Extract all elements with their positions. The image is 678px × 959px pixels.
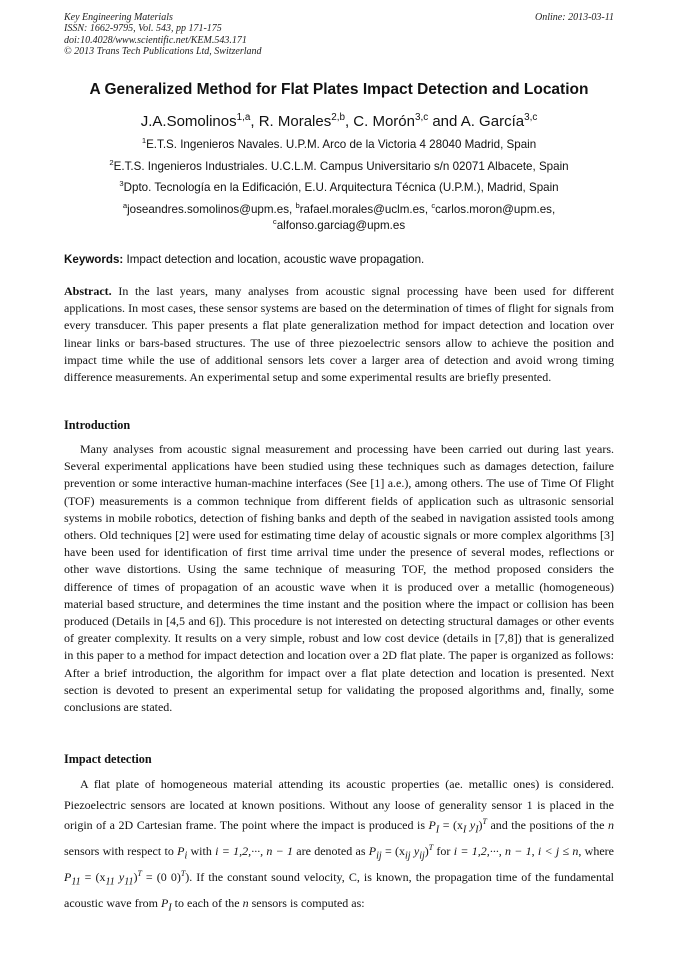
math-sub: 11 <box>124 876 134 888</box>
math-sub: 11 <box>105 876 115 888</box>
math-part: ) <box>478 818 483 833</box>
math-sup: T <box>137 869 142 879</box>
math-sub: I <box>435 824 440 836</box>
author-name: R. Morales <box>258 113 332 130</box>
abstract-label: Abstract. <box>64 284 112 298</box>
body-text: sensors is computed as: <box>248 896 365 911</box>
math-index-range: i = 1,2,···, n − 1 <box>453 844 532 859</box>
email-address: joseandres.somolinos@upm.es, <box>127 203 296 216</box>
math-part: ) <box>424 844 429 859</box>
author-affil-mark: 3,c <box>414 112 429 123</box>
math-pi <box>428 817 487 836</box>
author-name: J.A.Somolinos <box>140 113 237 130</box>
math-n: n <box>608 818 615 833</box>
body-text: with <box>187 844 216 859</box>
body-text: to each of the <box>171 896 243 911</box>
math-symbol: P <box>160 896 169 911</box>
impact-detection-body <box>64 774 614 919</box>
email-mark: c <box>272 217 277 227</box>
body-text: , where <box>578 844 614 859</box>
math-symbol: P <box>428 818 436 833</box>
math-part: = (0 0) <box>141 870 181 885</box>
author-name: A. García <box>460 113 525 130</box>
impact-detection-heading: Impact detection <box>64 752 152 766</box>
abstract <box>64 283 614 386</box>
body-text: and the positions of the <box>486 818 609 833</box>
math-symbol: P <box>368 844 377 859</box>
keywords-label: Keywords: <box>64 253 124 266</box>
email-address: carlos.moron@upm.es, <box>435 203 556 216</box>
author-list <box>0 113 678 130</box>
math-symbol: P <box>64 870 72 885</box>
affil-text: Dpto. Tecnología en la Edificación, E.U. Arquitectura Técnica (U.P.M.), Madrid, Spain <box>123 181 559 194</box>
math-part: y <box>410 844 420 859</box>
math-symbol: P <box>177 844 185 859</box>
affiliation-2 <box>0 160 678 173</box>
copyright-line: © 2013 Trans Tech Publications Ltd, Switzerland <box>64 46 262 58</box>
email-line-2 <box>0 219 678 232</box>
math-part: y <box>114 870 125 885</box>
math-p11 <box>64 869 186 888</box>
math-sub: ij <box>405 850 411 862</box>
author-name: C. Morón <box>353 113 415 130</box>
doi-line: doi:10.4028/www.scientific.net/KEM.543.171 <box>64 34 247 46</box>
abstract-text: In the last years, many analyses from acoustic signal processing have been used for different applications. In most cases, these sensor systems are based on the determination of times of flight for signals from every transducer. This paper presents a flat plate generalization method for impact detection and location over linear links or bars-based structures. The use of three piezoelectric sensors allow to achieve the position and impact time while the use of additional sensors lets cover a larger area of detection and avoid wrong timing difference measurements. An experimental setup and some experimental results are briefly presented. <box>64 284 614 385</box>
body-text: are denoted as <box>293 844 369 859</box>
affil-mark: 1 <box>141 136 147 146</box>
author-separator: and <box>428 113 461 130</box>
math-sub: ij <box>376 850 382 862</box>
email-mark: a <box>122 201 128 211</box>
math-part: y <box>466 818 476 833</box>
author-affil-mark: 1,a <box>236 112 251 123</box>
math-part: = (x <box>80 870 106 885</box>
math-sub: I <box>475 824 479 836</box>
math-sub: ij <box>419 850 425 862</box>
math-index-range: i = 1,2,···, n − 1 <box>215 844 294 859</box>
author-affil-mark: 3,c <box>524 112 538 123</box>
body-text: A flat plate of homogeneous material attending its acoustic properties (ae. metallic ones) is considered. Piezoelectric sensors are located at known positions. Without any loose of generality sensor 1 is placed in the origin of a 2D Cartesian frame. The point where the impact is produced is <box>64 777 614 833</box>
journal-name: Key Engineering Materials <box>64 12 173 23</box>
author-separator: , <box>344 113 354 130</box>
math-sup: T <box>180 869 186 879</box>
email-mark: b <box>295 201 300 211</box>
affil-mark: 3 <box>119 179 124 189</box>
math-sup: T <box>428 843 434 853</box>
keywords <box>64 253 614 266</box>
body-text: , <box>531 844 538 859</box>
issn-line: ISSN: 1662-9795, Vol. 543, pp 171-175 <box>64 23 222 35</box>
affiliation-3 <box>0 181 678 194</box>
math-pi-sensor <box>177 844 188 862</box>
math-pi-impact <box>160 896 172 914</box>
affil-text: E.T.S. Ingenieros Industriales. U.C.L.M. Campus Universitario s/n 02071 Albacete, Spain <box>113 160 569 173</box>
affil-mark: 2 <box>109 158 114 168</box>
keywords-text: Impact detection and location, acoustic wave propagation. <box>123 253 425 266</box>
introduction-heading: Introduction <box>64 418 131 432</box>
math-sub: I <box>168 902 172 914</box>
math-ij-constraint: i < j ≤ n <box>537 844 579 859</box>
email-address: rafael.morales@uclm.es, <box>299 203 432 216</box>
impact-paragraph <box>64 774 614 919</box>
math-part: = (x <box>381 844 406 859</box>
math-part: = (x <box>439 818 464 833</box>
author-separator: , <box>250 113 259 130</box>
affiliation-1 <box>0 138 678 151</box>
journal-header <box>64 12 262 58</box>
affil-text: E.T.S. Ingenieros Navales. U.P.M. Arco de la Victoria 4 28040 Madrid, Spain <box>146 138 537 151</box>
paper-title: A Generalized Method for Flat Plates Impact Detection and Location <box>89 81 589 98</box>
online-date: Online: 2013-03-11 <box>535 12 614 23</box>
math-sup: T <box>482 817 487 827</box>
math-n: n <box>242 896 249 911</box>
body-text: sensors with respect to <box>64 844 178 859</box>
introduction-body <box>64 441 614 716</box>
email-mark: c <box>431 201 436 211</box>
email-address: alfonso.garciag@upm.es <box>276 219 406 232</box>
email-line-1 <box>0 203 678 216</box>
introduction-paragraph: Many analyses from acoustic signal measurement and processing have been carried out during last years. Several experimental applications have been studied using these techniques such as damages detection, failure prevention or some interactive human-machine interfaces (See [1] a.e.), among others. The use of Time Of Flight (TOF) measurements is a common technique from different fields of application such as ultrasonic sensorial systems in mobile robotics, detection of fishing banks and depth of the seabed in navigation assisted tools among others. Old techniques [2] were used for estimating time delay of acoustic signals or more complex algorithms [3] have been used for identification of first time arrival time under the presence of several modes, reflections or other wave distortions. Using the same technique of measuring TOF, the method proposed considers the difference of times of propagation of an acoustic wave when it is produced over a metallic (homogeneous) material based structure, and determines the time instant and the position where the impact or collision has been produced (Details in [4,5 and 6]). This procedure is not interested on detecting structural damages or other events of greater complexity. It results on a very simple, robust and low cost device (details in [7,8]) that is generalized in this paper to a method for impact detection and location over a 2D flat plate. The paper is organized as follows: After a brief introduction, the algorithm for impact over a flat plate detection and location is presented. Next section is devoted to present an experimental setup for validating the proposed algorithms and, finally, some conclusions are stated. <box>64 442 614 715</box>
math-sub: 11 <box>71 876 81 888</box>
math-sub: I <box>463 824 467 836</box>
math-part: ) <box>133 870 138 885</box>
math-pij <box>368 843 434 862</box>
author-affil-mark: 2,b <box>331 112 345 123</box>
body-text: ). If the constant sound velocity, C, is known, the propagation time of the fundamental acoustic wave from <box>64 870 615 911</box>
body-text: for <box>433 844 454 859</box>
math-sub: i <box>184 850 188 862</box>
